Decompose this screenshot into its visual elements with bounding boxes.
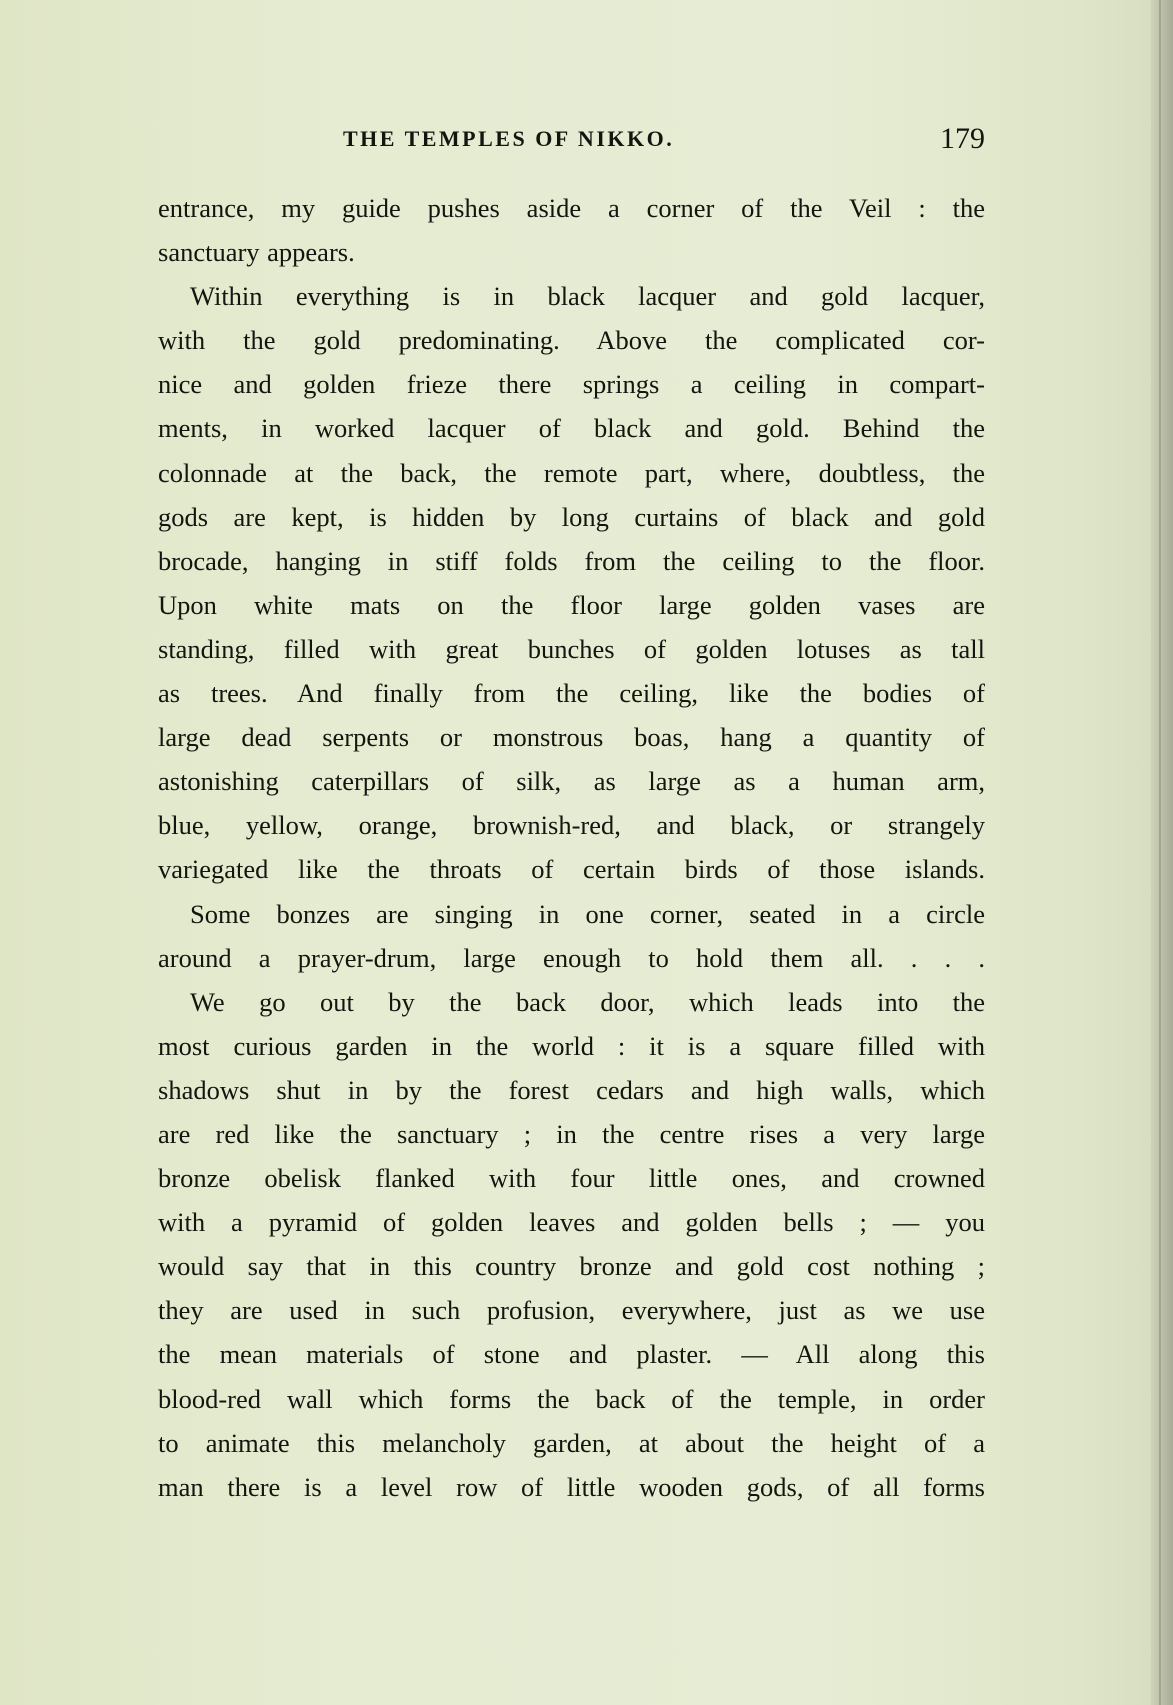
page-header xyxy=(158,124,985,160)
running-title: THE TEMPLES OF NIKKO. xyxy=(343,126,675,151)
text-line: We go out by the back door, which leads into the xyxy=(190,986,985,1017)
text-line: they are used in such profusion, everywhere, just as we use xyxy=(158,1295,985,1326)
body-text xyxy=(158,186,985,1509)
text-line: most curious garden in the world : it is a square filled with xyxy=(158,1030,985,1061)
text-line: bronze obelisk flanked with four little ones, and crowned xyxy=(158,1163,985,1194)
text-line: nice and golden frieze there springs a ceiling in compart- xyxy=(158,369,985,400)
text-line: with a pyramid of golden leaves and golden bells ; — you xyxy=(158,1207,985,1238)
page-edge xyxy=(1151,0,1173,1705)
text-line: are red like the sanctuary ; in the centre rises a very large xyxy=(158,1118,985,1149)
text-line: large dead serpents or monstrous boas, hang a quantity of xyxy=(158,722,985,753)
text-line: Some bonzes are singing in one corner, seated in a circle xyxy=(190,898,985,929)
text-line: the mean materials of stone and plaster. — All along this xyxy=(158,1339,985,1370)
text-line: man there is a level row of little wooden gods, of all forms xyxy=(158,1471,985,1502)
text-line: Upon white mats on the floor large golden vases are xyxy=(158,589,985,620)
text-line: ments, in worked lacquer of black and gold. Behind the xyxy=(158,413,985,444)
text-line: sanctuary appears. xyxy=(158,237,355,268)
text-line: around a prayer-drum, large enough to hold them all. . . . xyxy=(158,942,985,973)
page-edge-line xyxy=(1159,0,1161,1705)
text-line: brocade, hanging in stiff folds from the ceiling to the floor. xyxy=(158,545,985,576)
text-line: blue, yellow, orange, brownish-red, and black, or strangely xyxy=(158,810,985,841)
text-line: entrance, my guide pushes aside a corner of the Veil : the xyxy=(158,193,985,223)
text-line: Within everything is in black lacquer and gold lacquer, xyxy=(190,281,985,312)
text-line: standing, filled with great bunches of golden lotuses as tall xyxy=(158,633,985,664)
text-line: gods are kept, is hidden by long curtains of black and gold xyxy=(158,501,985,532)
text-line: colonnade at the back, the remote part, where, doubtless, the xyxy=(158,457,985,488)
text-line: would say that in this country bronze and gold cost nothing ; xyxy=(158,1251,985,1282)
text-line: variegated like the throats of certain birds of those islands. xyxy=(158,854,985,885)
text-line: to animate this melancholy garden, at about the height of a xyxy=(158,1427,985,1458)
text-line: blood-red wall which forms the back of the temple, in order xyxy=(158,1383,985,1414)
page-number: 179 xyxy=(940,122,985,155)
text-line: with the gold predominating. Above the complicated cor- xyxy=(158,325,985,356)
text-line: shadows shut in by the forest cedars and high walls, which xyxy=(158,1074,985,1105)
text-line: astonishing caterpillars of silk, as large as a human arm, xyxy=(158,766,985,797)
text-line: as trees. And finally from the ceiling, like the bodies of xyxy=(158,678,985,709)
